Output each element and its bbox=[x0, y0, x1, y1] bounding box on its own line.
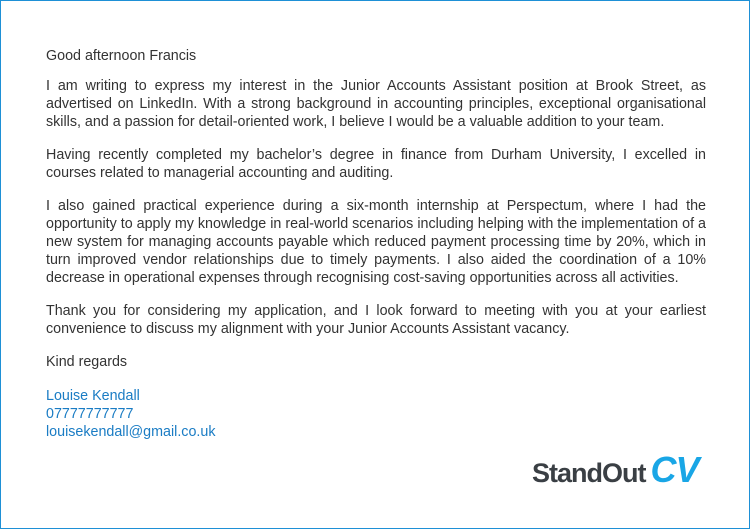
logo-wordmark-standout: StandOut bbox=[532, 458, 646, 488]
signature-name: Louise Kendall bbox=[46, 388, 140, 404]
standout-cv-logo bbox=[532, 449, 699, 489]
letter-paragraph-2: Having recently completed my bachelor’s degree in finance from Durham University, I excelled in courses related to managerial accounting and auditing. bbox=[46, 147, 706, 181]
logo-wordmark-cv: CV bbox=[650, 449, 699, 490]
letter-paragraph-4: Thank you for considering my application, and I look forward to meeting with you at your earliest convenience to discuss my alignment with your Junior Accounts Assistant vacancy. bbox=[46, 303, 706, 337]
signature-block bbox=[46, 387, 706, 441]
letter-paragraph-3: I also gained practical experience during a six-month internship at Perspectum, where I had the opportunity to apply my knowledge in real-world scenarios including helping with the implementation of a new system for managing accounts payable which reduced payment processing time by 20%, which in turn improved vendor relationships due to timely payments. I also aided the coordination of a 10% decrease in operational expenses through recognising cost-saving opportunities across all activities. bbox=[46, 198, 706, 286]
signature-email: louisekendall@gmail.co.uk bbox=[46, 424, 216, 440]
letter-signoff: Kind regards bbox=[46, 354, 128, 370]
letter-paragraph-1: I am writing to express my interest in the Junior Accounts Assistant position at Brook Street, as advertised on LinkedIn. With a strong background in accounting principles, exceptional organisational skills, and a passion for detail-oriented work, I believe I would be a valuable addition to your team. bbox=[46, 78, 706, 130]
signature-phone: 07777777777 bbox=[46, 406, 134, 422]
letter-greeting: Good afternoon Francis bbox=[46, 48, 197, 64]
cover-letter bbox=[46, 47, 706, 441]
